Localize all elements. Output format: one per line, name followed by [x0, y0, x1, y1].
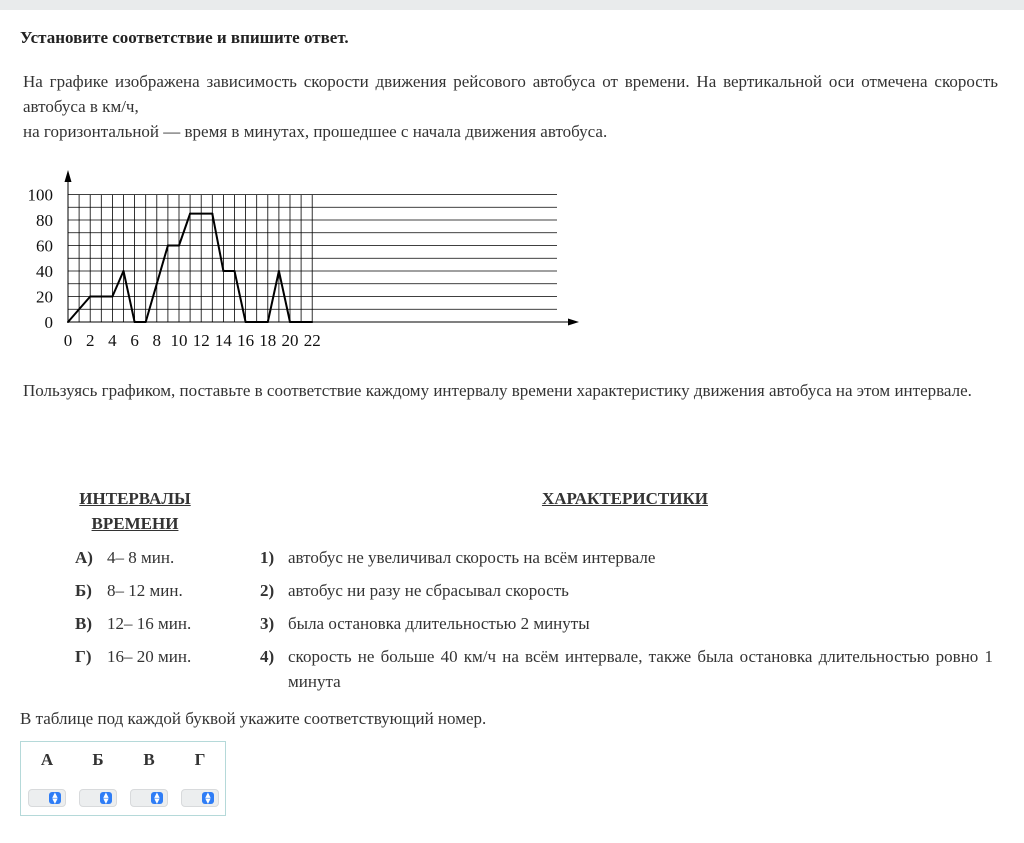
instruction-text: В таблице под каждой буквой укажите соответствующий номер.	[20, 709, 487, 728]
y-tick-label: 40	[36, 262, 53, 281]
select-arrows-icon: ▲ ▼	[202, 792, 214, 804]
select-arrows-icon: ▲ ▼	[151, 792, 163, 804]
data-point	[111, 296, 113, 298]
data-point	[289, 321, 291, 323]
interval-text: 8– 12 мин.	[107, 581, 183, 600]
x-tick-label: 10	[170, 331, 188, 350]
select-arrows-icon: ▲ ▼	[49, 792, 61, 804]
answer-header-a: А	[40, 750, 54, 769]
answer-header-b: Б	[92, 750, 104, 769]
characteristic-text: скорость не больше 40 км/ч на всём интервале, также была остановка длительностью ровно 1 минута	[288, 647, 993, 691]
data-point	[245, 321, 247, 323]
x-tick-label: 0	[63, 331, 73, 350]
data-point	[222, 270, 224, 272]
characteristic-text: автобус ни разу не сбрасывал скорость	[288, 581, 569, 600]
interval-letter: А)	[75, 548, 93, 567]
x-tick-label: 22	[303, 331, 321, 350]
top-bar	[0, 0, 1024, 10]
answer-table	[20, 741, 226, 816]
task-prompt	[23, 69, 998, 144]
data-point	[189, 213, 191, 215]
answer-header-g: Г	[194, 750, 206, 769]
answer-select-a[interactable]	[28, 789, 66, 807]
question-text: Пользуясь графиком, поставьте в соответствие каждому интервалу времени характеристику движения автобуса на этом интервале.	[23, 381, 972, 400]
y-tick-label: 60	[36, 236, 53, 256]
characteristic-number: 3)	[260, 614, 275, 633]
data-point	[278, 270, 280, 272]
interval-text: 12– 16 мин.	[107, 614, 192, 633]
data-point	[267, 321, 269, 323]
x-tick-label: 18	[259, 331, 277, 350]
y-tick-label: 80	[36, 211, 53, 230]
select-arrows-icon: ▲ ▼	[100, 792, 112, 804]
speed-chart	[0, 165, 600, 365]
answer-select-g[interactable]	[181, 789, 219, 807]
data-point	[89, 296, 91, 298]
data-point	[67, 321, 69, 323]
y-tick-label: 0	[44, 313, 53, 332]
x-axis-arrow-icon	[568, 319, 579, 326]
data-point	[234, 270, 236, 272]
x-tick-label: 16	[237, 331, 255, 350]
x-tick-label: 6	[130, 331, 139, 350]
y-tick-label: 100	[27, 185, 53, 205]
characteristic-text: автобус не увеличивал скорость на всём интервале	[288, 548, 656, 567]
interval-letter: В)	[75, 614, 92, 633]
y-axis-arrow-icon	[65, 170, 72, 182]
answer-header-v: В	[143, 750, 155, 769]
prompt-line: На графике изображена зависимость скорости движения рейсового автобуса от времени. На вертикальной оси отмечена скорость автобуса в км/ч,	[23, 72, 998, 116]
prompt-line: на горизонтальной — время в минутах, прошедшее с начала движения автобуса.	[23, 122, 608, 141]
data-point	[178, 245, 180, 247]
x-tick-label: 8	[152, 331, 162, 350]
y-tick-label: 20	[36, 287, 53, 307]
data-point	[134, 321, 136, 323]
interval-letter: Б)	[75, 581, 92, 600]
x-tick-label: 14	[214, 331, 232, 350]
x-tick-label: 20	[281, 331, 299, 350]
task-title: Установите соответствие и впишите ответ.	[20, 28, 349, 47]
answer-select-b[interactable]	[79, 789, 117, 807]
data-point	[123, 270, 125, 272]
characteristic-number: 2)	[260, 581, 275, 600]
characteristic-number: 4)	[260, 647, 275, 666]
interval-text: 4– 8 мин.	[107, 548, 175, 567]
intervals-header: ИНТЕРВАЛЫ ВРЕМЕНИ	[79, 489, 191, 533]
x-tick-label: 12	[192, 331, 210, 350]
data-point	[145, 321, 147, 323]
x-tick-label: 2	[85, 331, 95, 350]
x-tick-label: 4	[108, 331, 117, 350]
data-point	[211, 213, 213, 215]
characteristic-text: была остановка длительностью 2 минуты	[288, 614, 590, 633]
characteristic-number: 1)	[260, 548, 275, 567]
interval-letter: Г)	[75, 647, 92, 666]
answer-select-v[interactable]	[130, 789, 168, 807]
characteristics-header: ХАРАКТЕРИСТИКИ	[541, 489, 709, 508]
interval-text: 16– 20 мин.	[107, 647, 192, 666]
data-point	[311, 321, 313, 323]
data-point	[167, 245, 169, 247]
